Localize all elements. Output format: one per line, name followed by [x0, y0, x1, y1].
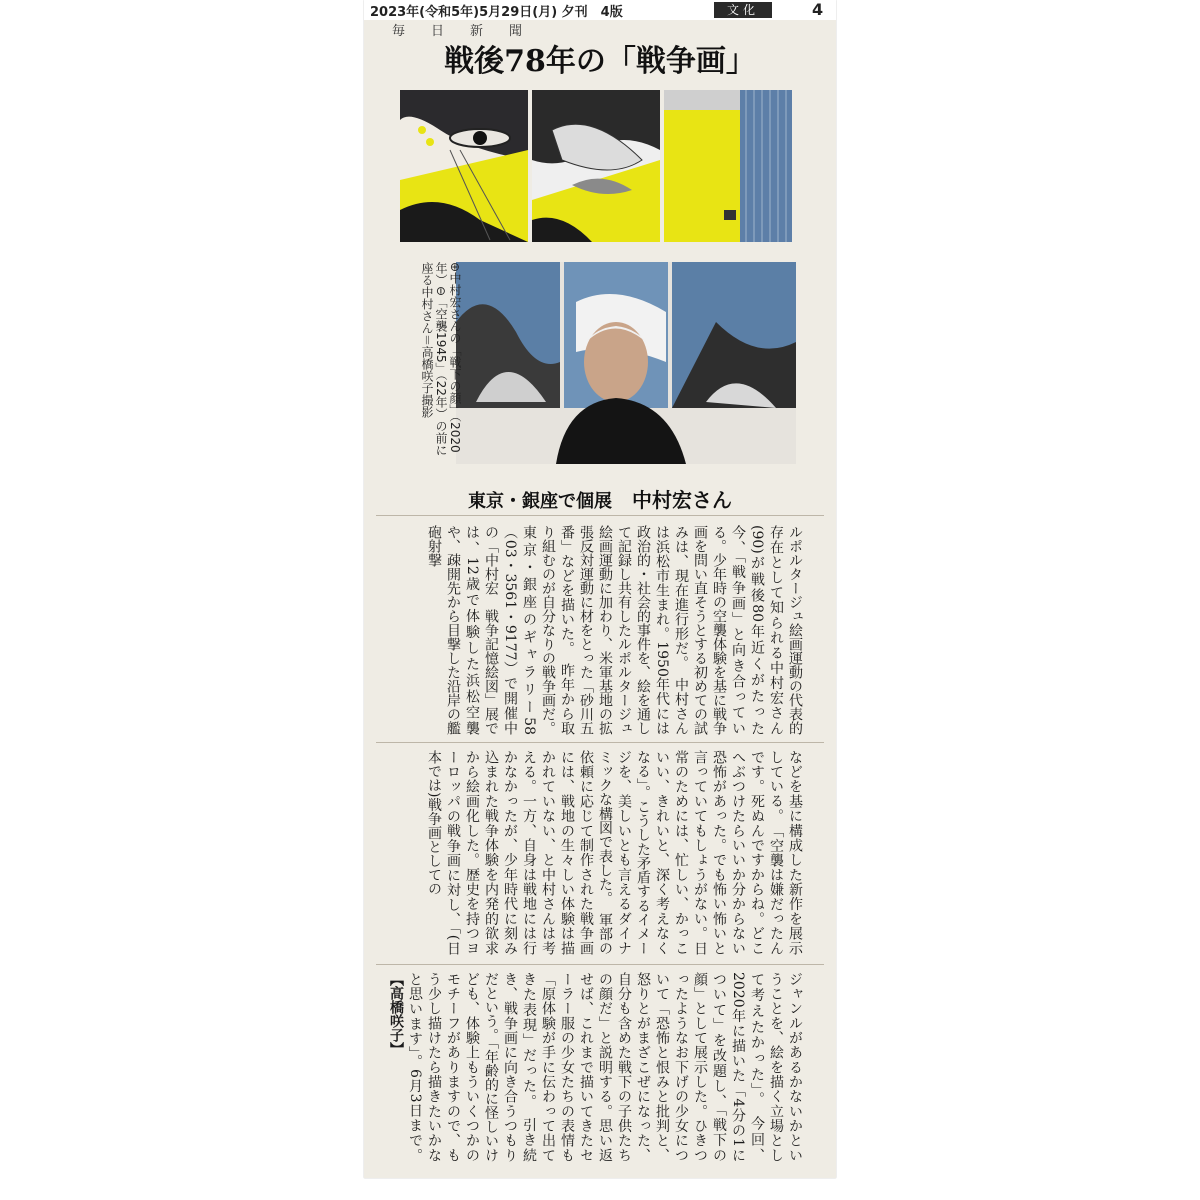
article-tier-1: ルポルタージュ絵画運動の代表的存在として知られる中村宏さん(90)が戦後80年近くがたった今、「戦争画」と向き合っている。少年時の空襲体験を基に戦争画を問い直そうとする初めての試みは、現在進行形だ。 中村さんは浜松市生まれ。1950年代には政治的・社会的事件を、絵を通して記録し共有したルポルタージュ絵画運動に加わり、米軍基地の拡張反対運動に材をとった「砂川五番」などを描いた。 昨年から取り組むのが自分なりの戦争画だ。東京・銀座のギャラリー58（03・3561・9177）で開催中の「中村宏 戦争記憶絵図」展では、12歳で体験した浜松空襲や、疎開先から目撃した沿岸の艦砲射撃: [426, 525, 803, 735]
headline: 戦後78年の「戦争画」: [444, 44, 756, 79]
section-label: 文化: [714, 2, 772, 18]
newspaper-clipping: [364, 0, 836, 1178]
masthead-bar: [364, 0, 836, 20]
painting-center-art: [532, 90, 660, 242]
byline: 【高橋咲子】: [388, 972, 404, 1056]
subhead-place: 東京・銀座で個展: [468, 491, 612, 512]
issue-date: 2023年(令和5年)5月29日(月) 夕刊 4版: [370, 5, 623, 20]
divider: [376, 742, 824, 743]
painting-right-art: [664, 90, 792, 242]
painting-panel-center: [532, 90, 660, 242]
painting-panel-right: [664, 90, 792, 242]
subhead-person: 中村宏さん: [632, 488, 732, 512]
article-tier-2: などを基に構成した新作を展示している。 「空襲は嫌だったんです。死ぬんですからね。どこへぶつけたらいいか分からない恐怖があった。でも怖い怖いと言っていてもしょうがない。日常のためには、忙しい、かっこいい、きれいと、深く考えなくなる」。こうした矛盾するイメージを、美しいとも言えるダイナミックな構図で表した。 軍部の依頼に応じて制作された戦争画には、戦地の生々しい体験は描かれていない、と中村さんは考える。一方、自身は戦地には行かなかったが、少年時代に刻み込まれた戦争体験を内発的欲求から絵画化した。歴史を持つヨーロッパの戦争画に対し、「(日本では)戦争画としての: [426, 750, 803, 955]
artist-photo: [456, 262, 796, 464]
photo-bottom-artist: [456, 262, 796, 468]
subheadline: [364, 484, 836, 513]
article-tier-3: [384, 972, 804, 1162]
painting-panel-left: [400, 90, 528, 242]
article-tier-3-text: ジャンルがあるかないかということを、絵を描く立場として考えたかった」。 今回、2020年に描いた「4分の1について」を改題し、「戦下の顔」として展示した。ひきつったようなお下げの少女について「恐怖と恨みと批判と、怒りとがまざこぜになった、自分も含めた戦下の子供たちの顔だ」と説明する。思い返せば、これまで描いてきたセーラー服の少女たちの表情も「原体験が手に伝わって出てきた表現」だった。 引き続き、戦争画に向き合うつもりだという。「年齢的に怪しいけども、体験上もういくつかのモチーフがありますので、もう少し描けたら描きたいかなと思います」。6月3日まで。: [407, 972, 803, 1162]
page-number: 4: [812, 0, 824, 19]
divider: [376, 515, 824, 516]
painting-left-art: [400, 90, 528, 242]
divider: [376, 964, 824, 965]
paper-name: 毎日新聞: [392, 24, 549, 39]
photo-caption: ⊕中村宏さんの「戦下の顔」（2020年）⊖「空襲1945」（22年）の前に座る中村さん＝高橋咲子撮影: [420, 262, 462, 456]
